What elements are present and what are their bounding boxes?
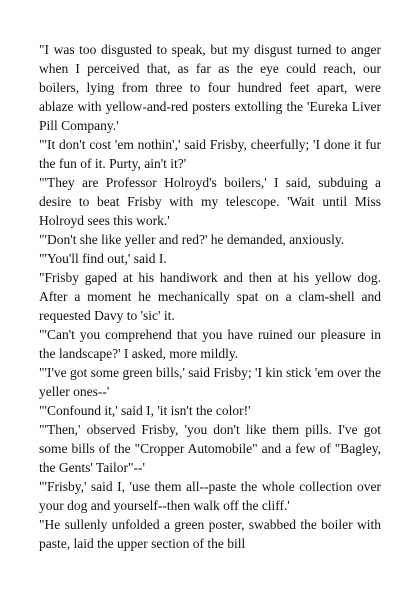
paragraph: "'Frisby,' said I, 'use them all--paste the whole collection over your dog and yourself--then walk off the cliff.' — [39, 479, 381, 513]
paragraph: "He sullenly unfolded a green poster, swabbed the boiler with paste, laid the upper section of the bill — [39, 517, 381, 551]
document-page — [39, 40, 381, 553]
paragraph: "'I've got some green bills,' said Frisby; 'I kin stick 'em over the yeller ones--' — [39, 365, 381, 399]
paragraph: "I was too disgusted to speak, but my disgust turned to anger when I perceived that, as far as the eye could reach, our boilers, lying from three to four hundred feet apart, were ablaze with yellow-and-red posters extolling the 'Eureka Liver Pill Company.' — [39, 42, 381, 133]
paragraph: "'Confound it,' said I, 'it isn't the color!' — [39, 403, 251, 418]
paragraph: "'You'll find out,' said I. — [39, 251, 167, 266]
paragraph: "'Don't she like yeller and red?' he demanded, anxiously. — [39, 232, 345, 247]
paragraph: "'It don't cost 'em nothin',' said Frisby, cheerfully; 'I done it fur the fun of it. Purty, ain't it?' — [39, 137, 381, 171]
paragraph: "Frisby gaped at his handiwork and then at his yellow dog. After a moment he mechanically spat on a clam-shell and requested Davy to 'sic' it. — [39, 270, 381, 323]
paragraph: "'They are Professor Holroyd's boilers,' I said, subduing a desire to beat Frisby with my telescope. 'Wait until Miss Holroyd sees this work.' — [39, 175, 381, 228]
paragraph: "'Can't you comprehend that you have ruined our pleasure in the landscape?' I asked, more mildly. — [39, 327, 381, 361]
paragraph: "'Then,' observed Frisby, 'you don't like them pills. I've got some bills of the "Cropper Automobile" and a few of "Bagley, the Gents' Tailor"--' — [39, 422, 381, 475]
